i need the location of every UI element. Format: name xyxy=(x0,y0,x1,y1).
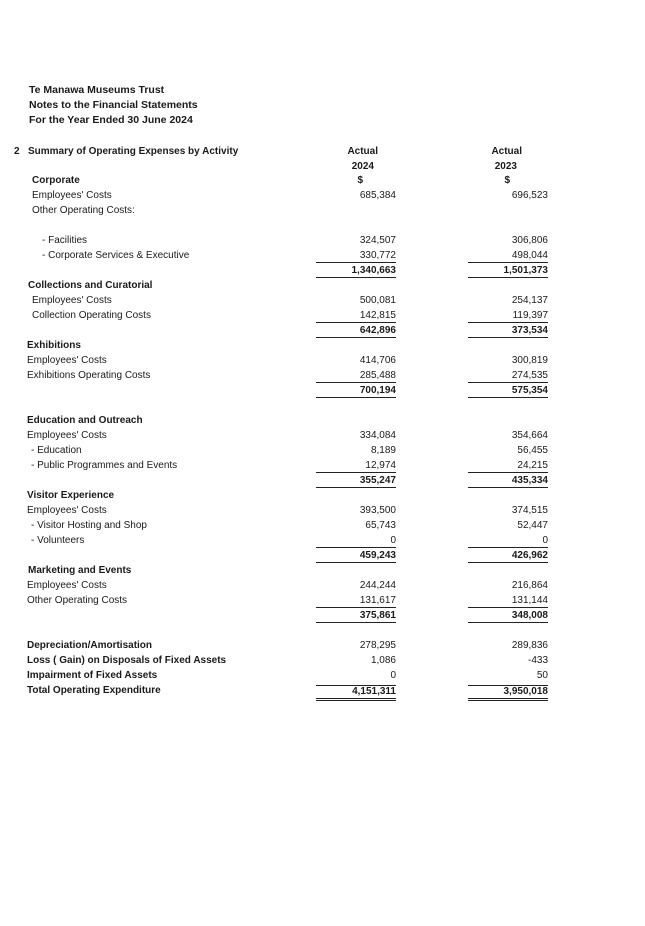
table-row xyxy=(0,310,645,324)
value-2024: 131,617 xyxy=(316,595,396,608)
table-row xyxy=(0,445,645,459)
row-label: Employees' Costs xyxy=(32,295,112,306)
row-label: Loss ( Gain) on Disposals of Fixed Assets xyxy=(27,655,227,666)
value-2024: 285,488 xyxy=(316,370,396,383)
table-row-impairment xyxy=(0,670,645,684)
document-subtitle: Notes to the Financial Statements xyxy=(29,99,198,111)
value-2023: 119,397 xyxy=(468,310,548,323)
subtotal-2024: 355,247 xyxy=(316,475,396,488)
row-label: Marketing and Events xyxy=(28,565,132,576)
col-2023-year: 2023 xyxy=(494,161,517,172)
value-2023: 24,215 xyxy=(468,460,548,473)
subtotal-2024: 375,861 xyxy=(316,610,396,623)
table-row-disposals xyxy=(0,655,645,669)
row-label: Education and Outreach xyxy=(27,415,143,426)
value-2023: 254,137 xyxy=(511,295,548,306)
grand-total-row xyxy=(0,685,645,699)
value-2023: 374,515 xyxy=(511,505,548,516)
organisation-name: Te Manawa Museums Trust xyxy=(29,84,165,96)
col-2024-unit: $ xyxy=(357,175,363,186)
table-row xyxy=(0,505,645,519)
col-2023-label: Actual xyxy=(491,146,522,157)
col-2024-label: Actual xyxy=(347,146,378,157)
grand-total-2024: 4,151,311 xyxy=(316,685,396,701)
row-label: Employees' Costs xyxy=(32,190,112,201)
value-2023: -433 xyxy=(527,655,548,666)
row-label: Employees' Costs xyxy=(27,355,107,366)
subtotal-row xyxy=(0,265,645,279)
subtotal-row xyxy=(0,610,645,624)
row-label: - Public Programmes and Events xyxy=(31,460,178,471)
table-row xyxy=(0,580,645,594)
row-label: - Education xyxy=(31,445,82,456)
table-row xyxy=(0,520,645,534)
row-label: - Volunteers xyxy=(31,535,85,546)
row-label: Other Operating Costs xyxy=(27,595,128,606)
value-2024: 334,084 xyxy=(359,430,396,441)
subtotal-2024: 700,194 xyxy=(316,385,396,398)
col-2023-unit: $ xyxy=(504,175,510,186)
row-label: Exhibitions Operating Costs xyxy=(27,370,151,381)
value-2023: 216,864 xyxy=(511,580,548,591)
value-2024: 0 xyxy=(390,670,396,681)
row-label: Employees' Costs xyxy=(27,430,107,441)
section-heading-collections xyxy=(0,280,645,294)
row-label: Collection Operating Costs xyxy=(32,310,151,321)
row-label: - Corporate Services & Executive xyxy=(42,250,190,261)
value-2023: 50 xyxy=(536,670,548,681)
row-label: Visitor Experience xyxy=(27,490,115,501)
row-label: Employees' Costs xyxy=(27,580,107,591)
subtotal-2023: 435,334 xyxy=(468,475,548,488)
subtotal-2023: 575,354 xyxy=(468,385,548,398)
grand-total-2023: 3,950,018 xyxy=(468,685,548,701)
row-label: Employees' Costs xyxy=(27,505,107,516)
section-heading-corporate xyxy=(0,175,645,189)
table-row-depreciation xyxy=(0,640,645,654)
value-2024: 500,081 xyxy=(359,295,396,306)
row-label: Exhibitions xyxy=(27,340,81,351)
table-row xyxy=(0,250,645,264)
value-2023: 696,523 xyxy=(511,190,548,201)
row-label: Corporate xyxy=(32,175,80,186)
value-2024: 244,244 xyxy=(359,580,396,591)
subtotal-2023: 426,962 xyxy=(468,550,548,563)
table-row xyxy=(0,355,645,369)
section-heading-marketing xyxy=(0,565,645,579)
subtotal-row xyxy=(0,325,645,339)
value-2024: 414,706 xyxy=(359,355,396,366)
value-2024: 1,086 xyxy=(370,655,396,666)
subtotal-row xyxy=(0,385,645,399)
value-2023: 300,819 xyxy=(511,355,548,366)
table-row xyxy=(0,535,645,549)
reporting-period: For the Year Ended 30 June 2024 xyxy=(29,114,193,126)
row-label: - Visitor Hosting and Shop xyxy=(31,520,147,531)
value-2023: 52,447 xyxy=(517,520,548,531)
section-heading-visitor xyxy=(0,490,645,504)
value-2023: 306,806 xyxy=(511,235,548,246)
value-2024: 142,815 xyxy=(316,310,396,323)
value-2023: 289,836 xyxy=(511,640,548,651)
note-number: 2 xyxy=(14,146,20,157)
subtotal-2024: 642,896 xyxy=(316,325,396,338)
subtotal-2023: 348,008 xyxy=(468,610,548,623)
table-row xyxy=(0,190,645,204)
value-2023: 498,044 xyxy=(468,250,548,263)
section-heading-exhibitions xyxy=(0,340,645,354)
value-2024: 324,507 xyxy=(359,235,396,246)
col-2024-year: 2024 xyxy=(351,161,374,172)
row-label: Total Operating Expenditure xyxy=(27,685,161,696)
table-row xyxy=(0,205,645,219)
value-2024: 8,189 xyxy=(370,445,396,456)
subtotal-2024: 1,340,663 xyxy=(316,265,396,278)
value-2023: 131,144 xyxy=(468,595,548,608)
subtotal-2023: 373,534 xyxy=(468,325,548,338)
table-row xyxy=(0,430,645,444)
row-label: Impairment of Fixed Assets xyxy=(27,670,158,681)
value-2024: 330,772 xyxy=(316,250,396,263)
value-2024: 0 xyxy=(316,535,396,548)
table-row xyxy=(0,370,645,384)
value-2023: 274,535 xyxy=(468,370,548,383)
table-row xyxy=(0,460,645,474)
table-row xyxy=(0,235,645,249)
value-2024: 393,500 xyxy=(359,505,396,516)
table-row xyxy=(0,295,645,309)
subtotal-2023: 1,501,373 xyxy=(468,265,548,278)
row-label: - Facilities xyxy=(42,235,88,246)
value-2023: 56,455 xyxy=(517,445,548,456)
row-label: Collections and Curatorial xyxy=(28,280,153,291)
section-heading-education xyxy=(0,415,645,429)
value-2024: 65,743 xyxy=(365,520,396,531)
note-title: Summary of Operating Expenses by Activity xyxy=(28,146,239,157)
value-2024: 685,384 xyxy=(359,190,396,201)
value-2023: 354,664 xyxy=(511,430,548,441)
value-2024: 278,295 xyxy=(359,640,396,651)
subtotal-row xyxy=(0,475,645,489)
row-label: Other Operating Costs: xyxy=(32,205,135,216)
value-2023: 0 xyxy=(468,535,548,548)
row-label: Depreciation/Amortisation xyxy=(27,640,153,651)
value-2024: 12,974 xyxy=(316,460,396,473)
subtotal-row xyxy=(0,550,645,564)
subtotal-2024: 459,243 xyxy=(316,550,396,563)
table-row xyxy=(0,595,645,609)
